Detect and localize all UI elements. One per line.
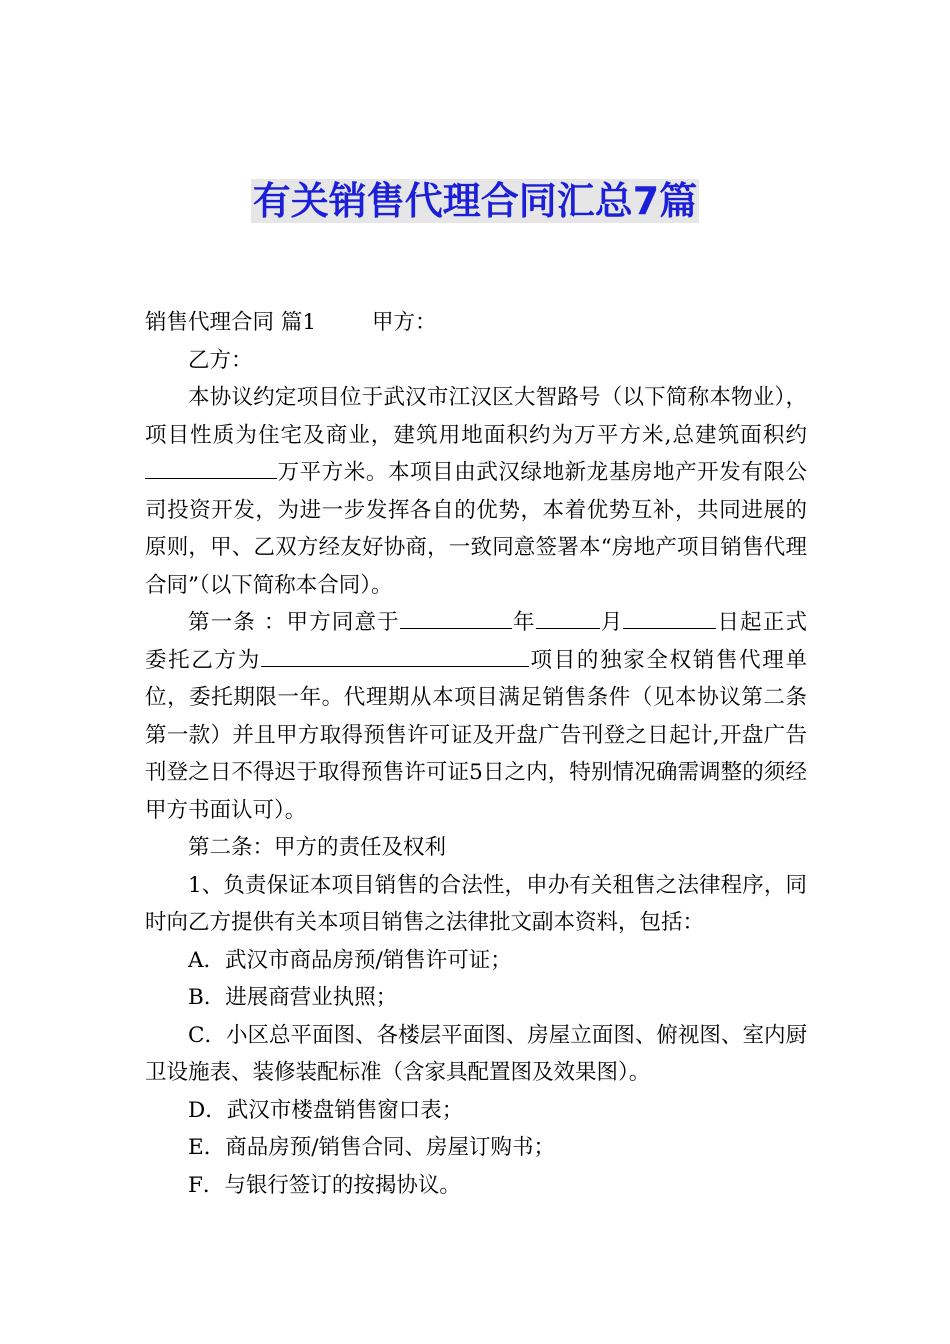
- article-2-item-1: 1、负责保证本项目销售的合法性，申办有关租售之法律程序，同时向乙方提供有关本项目销售之法律批文副本资料，包括：: [145, 872, 807, 935]
- article-1-text-1: 第一条 ：甲方同意于: [188, 610, 400, 635]
- list-item: E．商品房预/销售合同、房屋订购书；: [188, 1135, 555, 1160]
- intro-text-2: 万平方米。本项目由武汉绿地新龙基房地产开发有限公司投资开发，为进一步发挥各自的优势，本着优势互补，共同进展的原则，甲、乙双方经友好协商，一致同意签署本“房地产项目销售代理合同”（以下简称本合同）。: [145, 460, 807, 598]
- contract-heading: 销售代理合同 篇1: [145, 310, 317, 335]
- party-b-line: [145, 342, 807, 380]
- list-item: A．武汉市商品房预/销售许可证；: [188, 947, 512, 973]
- list-item: D．武汉市楼盘销售窗口表；: [188, 1097, 464, 1123]
- blank-project-name: [261, 644, 529, 667]
- document-title-text: 有关销售代理合同汇总7篇: [252, 179, 698, 223]
- blank-year: [400, 606, 512, 629]
- document-body: [145, 304, 807, 1204]
- list-item: C．小区总平面图、各楼层平面图、房屋立面图、俯视图、室内厨卫设施表、装修装配标准（含家具配置图及效果图）。: [145, 1022, 807, 1085]
- month-label: 月: [599, 610, 624, 635]
- article-1-text-3: 项目的独家全权销售代理单位，委托期限一年。代理期从本项目满足销售条件（见本协议第二条第一款）并且甲方取得预售许可证及开盘广告刊登之日起计,开盘广告刊登之日不得迟于取得预售许可证5日之内，特别情况确需调整的须经甲方书面认可）。: [145, 647, 807, 823]
- blank-month: [536, 606, 600, 629]
- article-1-text-2: 日起正式委托乙方为: [145, 610, 807, 673]
- contract-heading-line: [145, 304, 807, 342]
- party-b-label: 乙方：: [188, 347, 253, 373]
- blank-day: [623, 606, 716, 629]
- party-a-label: 甲方：: [372, 310, 437, 335]
- document-title: [0, 176, 950, 226]
- article-2-title: 第二条：甲方的责任及权利: [188, 835, 447, 860]
- list-item: F．与银行签订的按揭协议。: [188, 1172, 461, 1198]
- blank-total-area: [145, 456, 277, 479]
- year-label: 年: [511, 610, 536, 635]
- list-item: B．进展商营业执照；: [188, 985, 398, 1010]
- intro-text-1: 本协议约定项目位于武汉市江汉区大智路号（以下简称本物业），项目性质为住宅及商业，建筑用地面积约为万平方米,总建筑面积约: [145, 385, 807, 448]
- article-1-paragraph: [145, 604, 807, 829]
- intro-paragraph: [145, 379, 807, 604]
